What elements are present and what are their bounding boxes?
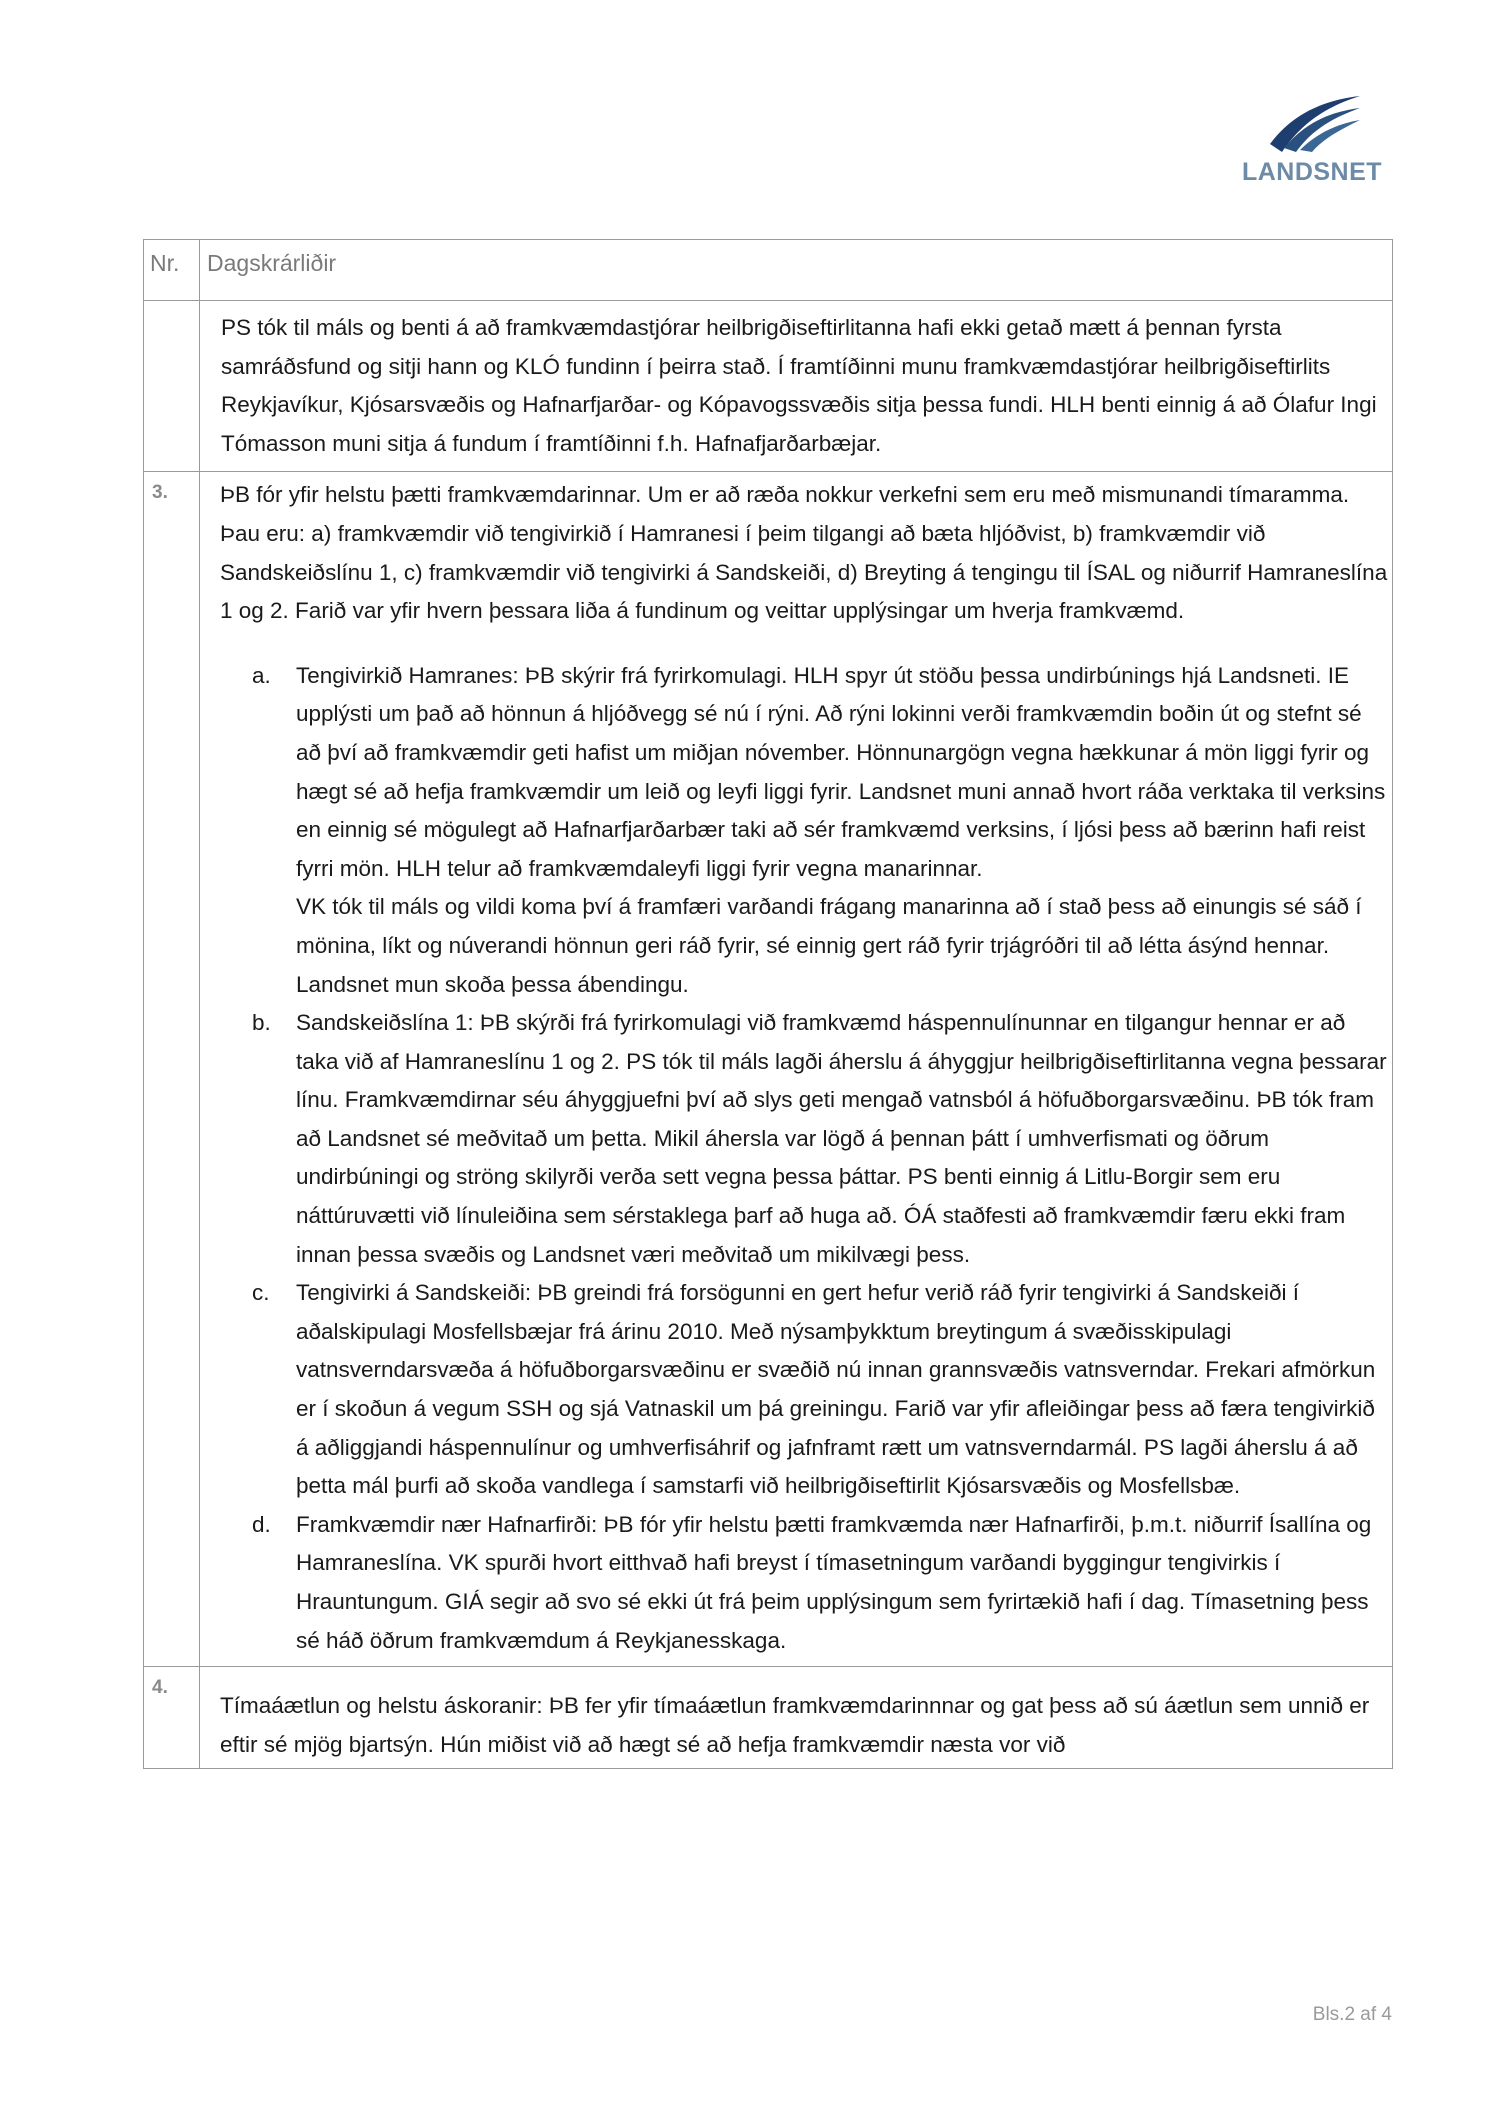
list-item-marker: b.	[252, 1010, 271, 1036]
list-item	[220, 1274, 1388, 1506]
sub-item-list	[220, 657, 1388, 1660]
row-number	[144, 301, 200, 472]
table-header-row	[144, 240, 1393, 301]
list-item	[220, 1004, 1388, 1274]
list-item-text: Tengivirki á Sandskeiði: ÞB greindi frá forsögunni en gert hefur verið ráð fyrir tengivirki á Sandskeiði í aðalskipulagi Mosfellsbæjar frá árinu 2010. Með nýsamþykktum breytingum á svæðisskipulagi vatnsverndarsvæða á höfuðborgarsvæðinu er svæðið nú innan grannsvæðis vatnsverndar. Frekari afmörkun er í skoðun á vegum SSH og sjá Vatnaskil um þá greiningu. Farið var yfir afleiðingar þess að færa tengivirkið á aðliggjandi háspennulínur og umhverfisáhrif og jafnframt rætt um vatnsverndarmál. PS lagði áherslu á að þetta mál þurfi að skoða vandlega í samstarfi við heilbrigðiseftirlit Kjósarsvæðis og Mosfellsbæ.	[296, 1280, 1376, 1499]
header-nr: Nr.	[144, 240, 200, 301]
list-item-marker: a.	[252, 662, 271, 688]
row-content	[200, 1667, 1393, 1769]
page-number: Bls.2 af 4	[1312, 2004, 1392, 2025]
list-item-marker: c.	[252, 1280, 270, 1306]
list-item-text: VK tók til máls og vildi koma því á framfæri varðandi frágang manarinna að í stað þess að einungis sé sáð í mönina, líkt og núverandi hönnun geri ráð fyrir, sé einnig gert ráð fyrir trjágróðri til að létta ásýnd hennar. Landsnet mun skoða þessa ábendingu.	[296, 894, 1362, 997]
row-content	[200, 301, 1393, 472]
row-text: Tímaáætlun og helstu áskoranir: ÞB fer yfir tímaáætlun framkvæmdarinnnar og gat þess að sú áætlun sem unnið er eftir sé mjög bjartsýn. Hún miðist við að hægt sé að hefja framkvæmdir næsta vor við	[220, 1693, 1370, 1757]
table-row	[144, 301, 1393, 472]
agenda-table	[143, 239, 1393, 1769]
row-number: 3.	[144, 472, 200, 1667]
landsnet-wave-icon	[1262, 92, 1362, 156]
list-item-marker: d.	[252, 1511, 271, 1537]
list-item	[220, 657, 1388, 1004]
table-row	[144, 472, 1393, 1667]
landsnet-wordmark: LANDSNET	[1241, 158, 1383, 186]
header-items: Dagskrárliðir	[200, 240, 1393, 301]
list-item-text: Framkvæmdir nær Hafnarfirði: ÞB fór yfir helstu þætti framkvæmda nær Hafnarfirði, þ.m.t. niðurrif Ísallína og Hamraneslína. VK spurði hvort eitthvað hafi breyst í tímasetningum varðandi byggingur tengivirkis í Hrauntungum. GIÁ segir að svo sé ekki út frá þeim upplýsingum sem fyrirtækið hafi í dag. Tímasetning þess sé háð öðrum framkvæmdum á Reykjanesskaga.	[296, 1511, 1372, 1653]
landsnet-logo	[1232, 92, 1392, 184]
row-number: 4.	[144, 1667, 200, 1769]
list-item	[220, 1506, 1388, 1660]
list-item-text: Tengivirkið Hamranes: ÞB skýrir frá fyrirkomulagi. HLH spyr út stöðu þessa undirbúnings hjá Landsneti. IE upplýsti um það að hönnun á hljóðvegg sé nú í rýni. Að rýni lokinni verði framkvæmdin boðin út og stefnt sé að því að framkvæmdir geti hafist um miðjan nóvember. Hönnunargögn vegna hækkunar á mön liggi fyrir og hægt sé að hefja framkvæmdir um leið og leyfi liggi fyrir. Landsnet muni annað hvort ráða verktaka til verksins en einnig sé mögulegt að Hafnarfjarðarbær taki að sér framkvæmd verksins, í ljósi þess að bærinn hafi reist fyrri mön. HLH telur að framkvæmdaleyfi liggi fyrir vegna manarinnar.	[296, 662, 1386, 881]
table-row	[144, 1667, 1393, 1769]
list-item-text: Sandskeiðslína 1: ÞB skýrði frá fyrirkomulagi við framkvæmd háspennulínunnar en tilgangur hennar er að taka við af Hamraneslínu 1 og 2. PS tók til máls lagði áherslu á áhyggjur heilbrigðiseftirlitanna vegna þessarar línu. Framkvæmdirnar séu áhyggjuefni því að slys geti mengað vatnsból á höfuðborgarsvæðinu. ÞB tók fram að Landsnet sé meðvitað um þetta. Mikil áhersla var lögð á þennan þátt í umhverfismati og öðrum undirbúningi og ströng skilyrði verða sett vegna þessa þáttar. PS benti einnig á Litlu-Borgir sem eru náttúruvætti við línuleiðina sem sérstaklega þarf að huga að. ÓÁ staðfesti að framkvæmdir færu ekki fram innan þessa svæðis og Landsnet væri meðvitað um mikilvægi þess.	[296, 1010, 1387, 1267]
row-text: PS tók til máls og benti á að framkvæmdastjórar heilbrigðiseftirlitanna hafi ekki getað mætt á þennan fyrsta samráðsfund og sitji hann og KLÓ fundinn í þeirra stað. Í framtíðinni munu framkvæmdastjórar heilbrigðiseftirlits Reykjavíkur, Kjósarsvæðis og Hafnarfjarðar- og Kópavogssvæðis sitja þessa fundi. HLH benti einnig á að Ólafur Ingi Tómasson muni sitja á fundum í framtíðinni f.h. Hafnafjarðarbæjar.	[221, 315, 1377, 456]
row-intro-text: ÞB fór yfir helstu þætti framkvæmdarinnar. Um er að ræða nokkur verkefni sem eru með mismunandi tímaramma. Þau eru: a) framkvæmdir við tengivirkið í Hamranesi í þeim tilgangi að bæta hljóðvist, b) framkvæmdir við Sandskeiðslínu 1, c) framkvæmdir við tengivirki á Sandskeiði, d) Breyting á tengingu til ÍSAL og niðurrif Hamraneslína 1 og 2. Farið var yfir hvern þessara liða á fundinum og veittar upplýsingar um hverja framkvæmd.	[220, 482, 1388, 624]
row-content	[200, 472, 1393, 1667]
